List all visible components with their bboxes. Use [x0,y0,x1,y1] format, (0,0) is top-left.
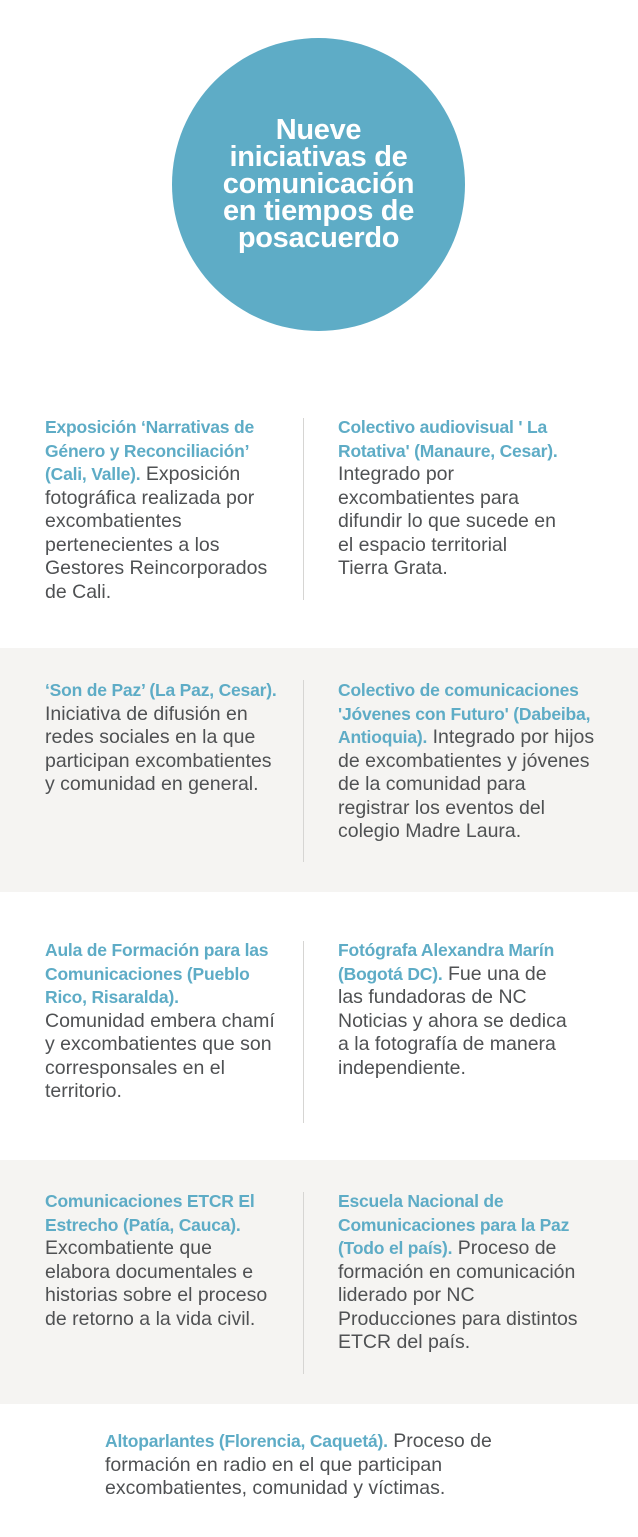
initiative-card [45,679,280,797]
initiative-description: Integrado por excombatientes para difundir lo que sucede en el espacio territorial Tierra Grata. [338,463,556,579]
initiative-name: Aula de Formación para las Comunicaciones (Pueblo Rico, Risaralda). [45,940,269,1007]
initiative-name: Comunicaciones ETCR El Estrecho (Patía, Cauca). [45,1191,255,1235]
initiative-card [45,416,285,604]
initiative-description: Proceso de formación en radio en el que participan excombatientes, comunidad y víctimas. [105,1430,492,1499]
title-circle [172,38,465,331]
initiative-description: Exposición fotográfica realizada por excombatientes pertenecientes a los Gestores Reincorporados de Cali. [45,463,268,603]
initiative-description: Comunidad embera chamí y excombatientes que son corresponsales en el territorio. [45,1009,275,1102]
initiative-description: Proceso de formación en comunicación liderado por NC Producciones para distintos ETCR del país. [338,1237,578,1353]
initiative-card [338,679,596,844]
page-title: Nueve iniciativas de comunicación en tiempos de posacuerdo [222,114,415,254]
row-2 [0,648,638,892]
column-divider [303,418,304,600]
initiative-card [338,1190,596,1355]
initiative-name: Fotógrafa Alexandra Marín (Bogotá DC). [338,940,555,984]
initiative-description: Iniciativa de difusión en redes sociales en la que participan excombatientes y comunidad en general. [45,702,272,795]
row-4 [0,1160,638,1404]
initiative-name: Escuela Nacional de Comunicaciones para la Paz (Todo el país). [338,1191,570,1258]
initiative-name: ‘Son de Paz’ (La Paz, Cesar). [45,680,277,700]
initiative-card [338,416,558,581]
row-3 [0,892,638,1160]
initiative-name: Exposición ‘Narrativas de Género y Reconciliación’ (Cali, Valle). [45,417,254,484]
initiative-card [45,1190,277,1331]
initiative-card [338,939,568,1080]
initiative-description: Excombatiente que elabora documentales e historias sobre el proceso de retorno a la vida civil. [45,1237,268,1330]
initiative-description: Integrado por hijos de excombatientes y jóvenes de la comunidad para registrar los eventos del colegio Madre Laura. [338,726,595,842]
initiative-name: Colectivo audiovisual ' La Rotativa' (Manaure, Cesar). [338,417,558,461]
initiative-description: Fue una de las fundadoras de NC Noticias y ahora se dedica a la fotografía de manera independiente. [338,962,567,1079]
row-1 [0,390,638,648]
initiative-card [45,939,275,1104]
header [0,0,638,360]
column-divider [303,1192,304,1374]
initiative-name: Altoparlantes (Florencia, Caquetá). [105,1431,388,1451]
column-divider [303,680,304,862]
initiative-card [105,1430,525,1501]
column-divider [303,941,304,1123]
initiative-name: Colectivo de comunicaciones 'Jóvenes con Futuro' (Dabeiba, Antioquia). [338,680,591,747]
